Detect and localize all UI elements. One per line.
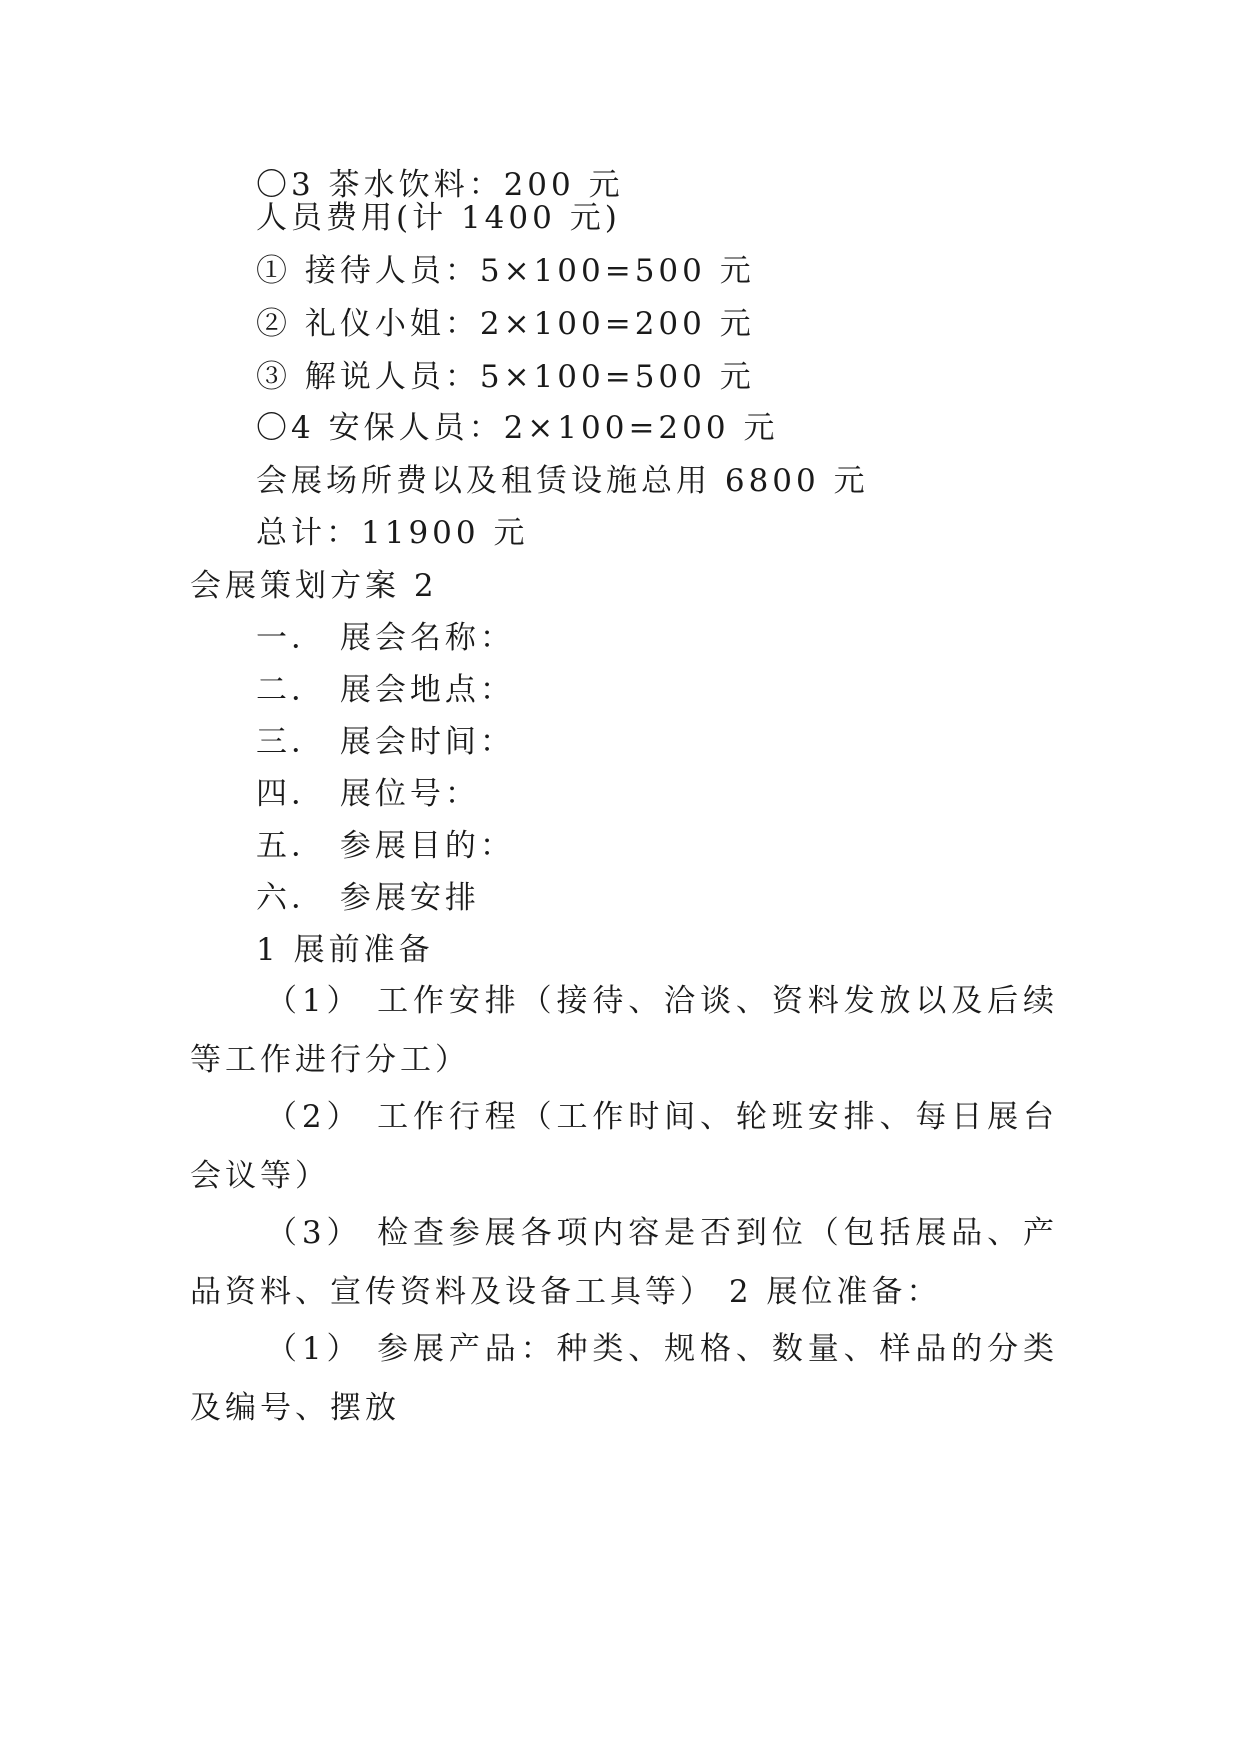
- prep-heading: 1 展前准备: [256, 932, 434, 968]
- budget-staff-total: 人员费用(计 1400 元): [256, 200, 621, 236]
- plan2-item-location: 二． 展会地点：: [256, 672, 515, 708]
- budget-grand-total: 总计：11900 元: [256, 515, 529, 551]
- paragraph-products: （1） 参展产品：种类、规格、数量、样品的分类及编号、摆放: [190, 1331, 1058, 1426]
- paragraph-check-items: （3） 检查参展各项内容是否到位（包括展品、产品资料、宣传资料及设备工具等） 2 展位准备：: [190, 1215, 1058, 1310]
- plan2-item-name: 一． 展会名称：: [256, 620, 515, 656]
- budget-etiquette-line: ② 礼仪小姐：2×100=200 元: [256, 306, 755, 342]
- budget-reception-line: ① 接待人员：5×100=500 元: [256, 253, 755, 289]
- plan2-item-time: 三． 展会时间：: [256, 724, 515, 760]
- budget-guides-line: ③ 解说人员：5×100=500 元: [256, 359, 755, 395]
- plan2-item-booth: 四． 展位号：: [256, 776, 480, 812]
- paragraph-work-arrangement: （1） 工作安排（接待、洽谈、资料发放以及后续等工作进行分工）: [190, 983, 1058, 1078]
- plan2-item-arrangement: 六． 参展安排: [256, 880, 480, 916]
- paragraph-work-schedule: （2） 工作行程（工作时间、轮班安排、每日展台会议等）: [190, 1099, 1058, 1194]
- budget-venue-total: 会展场所费以及租赁设施总用 6800 元: [256, 463, 869, 499]
- budget-tea-line: 〇3 茶水饮料：200 元: [256, 167, 624, 203]
- plan2-title: 会展策划方案 2: [190, 568, 438, 604]
- budget-security-line: 〇4 安保人员：2×100=200 元: [256, 410, 779, 446]
- plan2-item-purpose: 五． 参展目的：: [256, 828, 515, 864]
